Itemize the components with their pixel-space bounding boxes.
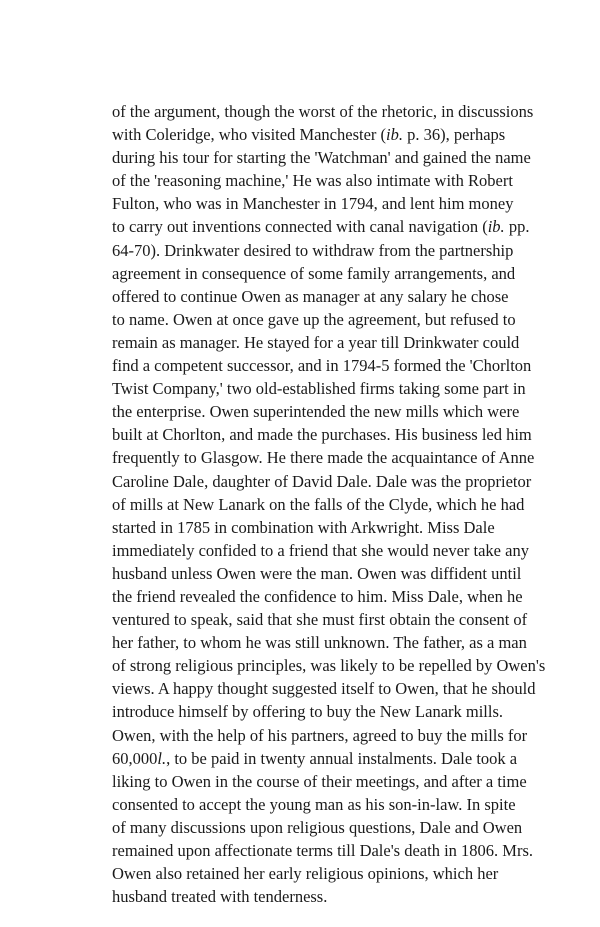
text-line: of strong religious principles, was likely to be repelled by Owen's [112, 656, 546, 676]
text-line: immediately confided to a friend that she would never take any [112, 540, 529, 560]
text-line: built at Chorlton, and made the purchases. His business led him [112, 425, 532, 445]
text-line: Fulton, who was in Manchester in 1794, and lent him money [112, 194, 514, 214]
text-line: frequently to Glasgow. He there made the acquaintance of Anne [112, 448, 535, 468]
text-line: 64-70). Drinkwater desired to withdraw from the partnership [112, 240, 514, 260]
text-line: consented to accept the young man as his son-in-law. In spite [112, 794, 516, 814]
text-line: remain as manager. He stayed for a year till Drinkwater could [112, 332, 520, 352]
text-line: during his tour for starting the 'Watchman' and gained the name [112, 148, 531, 168]
text-line: 60,000l., to be paid in twenty annual instalments. Dale took a [112, 748, 518, 768]
text-line: remained upon affectionate terms till Dale's death in 1806. Mrs. [112, 841, 534, 860]
italic-text: l. [157, 748, 167, 768]
text-line: Caroline Dale, daughter of David Dale. Dale was the proprietor [112, 471, 532, 491]
italic-text: ib. [487, 217, 505, 237]
text-line: liking to Owen in the course of their meetings, and after a time [112, 771, 527, 791]
text-line: of the argument, though the worst of the rhetoric, in discussions [112, 102, 534, 121]
text-line: of the 'reasoning machine,' He was also intimate with Robert [112, 171, 513, 191]
text-line: views. A happy thought suggested itself to Owen, that he should [112, 679, 536, 699]
text-line: of many discussions upon religious questions, Dale and Owen [112, 817, 523, 837]
text-line: introduce himself by offering to buy the New Lanark mills. [112, 702, 504, 722]
text-line: Twist Company,' two old-established firms taking some part in [112, 379, 526, 399]
body-text [112, 100, 546, 908]
text-line: husband unless Owen were the man. Owen was diffident until [112, 563, 522, 583]
text-line: Owen, with the help of his partners, agreed to buy the mills for [112, 725, 528, 745]
text-line: to name. Owen at once gave up the agreement, but refused to [112, 309, 516, 329]
text-line: Owen also retained her early religious opinions, which her [112, 864, 499, 884]
text-line: started in 1785 in combination with Arkwright. Miss Dale [112, 517, 495, 537]
text-line: agreement in consequence of some family arrangements, and [112, 263, 516, 283]
text-line: with Coleridge, who visited Manchester (ib. p. 36), perhaps [112, 125, 506, 145]
text-line: the enterprise. Owen superintended the new mills which were [112, 402, 520, 422]
text-line: to carry out inventions connected with canal navigation (ib. pp. [112, 217, 530, 237]
paragraph [112, 100, 546, 908]
text-line: husband treated with tenderness. [112, 887, 328, 907]
text-line: her father, to whom he was still unknown. The father, as a man [112, 633, 527, 653]
italic-text: ib. [386, 125, 403, 145]
text-line: find a competent successor, and in 1794-5 formed the 'Chorlton [112, 356, 532, 376]
text-line: the friend revealed the confidence to him. Miss Dale, when he [112, 586, 523, 606]
text-line: ventured to speak, said that she must first obtain the consent of [112, 610, 528, 630]
text-line: of mills at New Lanark on the falls of the Clyde, which he had [112, 494, 525, 514]
text-line: offered to continue Owen as manager at any salary he chose [112, 286, 509, 306]
